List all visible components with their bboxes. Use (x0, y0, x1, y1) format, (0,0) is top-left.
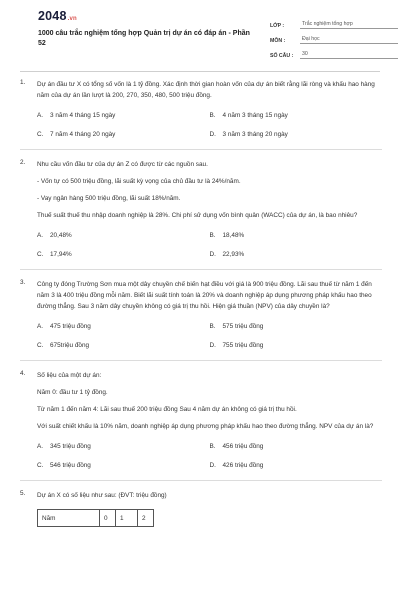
answer-option-b[interactable] (210, 112, 383, 120)
question-divider (20, 480, 382, 481)
answer-option-b[interactable] (210, 443, 383, 451)
option-text: 456 triệu đồng (222, 443, 264, 450)
meta-label: SỐ CÂU : (270, 53, 294, 59)
table-row (38, 510, 154, 527)
meta-row-subject (270, 29, 398, 44)
question-text: Dự án X có số liệu như sau: (ĐVT: triệu đồng) (37, 492, 167, 499)
meta-label: LỚP : (270, 23, 285, 29)
answer-options (37, 323, 382, 350)
table-cell: 0 (100, 510, 116, 527)
option-text: 20,48% (50, 232, 72, 239)
meta-value: Đại học (300, 36, 398, 44)
option-letter: C. (37, 462, 44, 469)
option-text: 18,48% (222, 232, 245, 239)
option-letter: A. (37, 232, 44, 239)
option-letter: C. (37, 251, 44, 258)
question-number: 5. (20, 490, 26, 497)
option-letter: D. (209, 251, 216, 258)
question-number: 2. (20, 159, 26, 166)
question-1 (20, 79, 382, 150)
data-table (37, 509, 154, 527)
option-letter: C. (37, 131, 44, 138)
answer-options (37, 112, 382, 139)
option-letter: D. (209, 131, 216, 138)
question-3 (20, 279, 382, 361)
answer-options (37, 443, 382, 470)
question-text: Nhu cầu vốn đầu tư của dự án Z có được từ các nguồn sau. (37, 161, 208, 168)
option-text: 475 triệu đồng (50, 323, 91, 330)
option-letter: A. (37, 112, 44, 119)
answer-option-d[interactable] (210, 131, 383, 139)
question-number: 4. (20, 370, 26, 377)
document-header (18, 0, 382, 62)
option-text: 17,94% (50, 251, 72, 258)
answer-option-a[interactable] (37, 112, 210, 120)
site-logo[interactable] (38, 9, 77, 23)
question-number: 1. (20, 79, 26, 86)
option-text: 755 triệu đồng (222, 342, 264, 349)
option-letter: A. (37, 443, 44, 450)
option-letter: B. (209, 323, 216, 330)
option-text: 3 năm 4 tháng 15 ngày (50, 112, 116, 119)
question-divider (20, 149, 382, 150)
answer-option-b[interactable] (210, 232, 383, 240)
answer-options (37, 232, 382, 259)
answer-option-c[interactable] (37, 131, 210, 139)
logo-text: 2048 (38, 9, 67, 23)
option-text: 3 năm 3 tháng 20 ngày (222, 131, 288, 138)
answer-option-a[interactable] (37, 443, 210, 451)
question-detail-line: - Vốn tự có 500 triệu đồng, lãi suất kỳ vọng của chủ đầu tư là 24%/năm. (37, 178, 241, 185)
option-letter: B. (209, 443, 216, 450)
option-letter: D. (209, 342, 216, 349)
option-text: 345 triệu đồng (50, 443, 91, 450)
option-letter: C. (37, 342, 44, 349)
logo-tld: .vn (67, 16, 77, 22)
option-text: 426 triệu đồng (222, 462, 264, 469)
answer-option-a[interactable] (37, 323, 210, 331)
option-letter: A. (37, 323, 44, 330)
table-cell: 1 (116, 510, 138, 527)
question-detail-line: Với suất chiết khấu là 10% năm, doanh nghiệp áp dụng phương pháp khấu hao theo đường thẳng. NPV của dự án là? (37, 423, 374, 430)
question-detail-line: Thuế suất thuế thu nhập doanh nghiệp là 28%. Chi phí sử dụng vốn bình quân (WACC) của dự án, là bao nhiêu? (37, 212, 358, 219)
option-text: 675triệu đồng (50, 342, 90, 349)
question-detail-line: Từ năm 1 đến năm 4: Lãi sau thuế 200 triệu đồng Sau 4 năm dự án không có giá trị thu hồi. (37, 406, 297, 413)
question-detail-line: Năm 0: đầu tư 1 tỷ đồng. (37, 389, 108, 396)
question-divider (20, 269, 382, 270)
meta-value: Trắc nghiệm tổng hợp (300, 21, 398, 29)
answer-option-c[interactable] (37, 342, 210, 350)
question-text: Số liệu của một dự án: (37, 372, 102, 379)
option-letter: D. (209, 462, 216, 469)
option-text: 22,93% (222, 251, 245, 258)
meta-label: MÔN : (270, 38, 286, 44)
question-2 (20, 159, 382, 270)
table-cell: Năm (38, 510, 100, 527)
option-text: 7 năm 4 tháng 20 ngày (50, 131, 116, 138)
question-text: Công ty đóng Trường Sơn mua một dây chuyền chế biến hạt điều với giá là 900 triệu đồng. Lãi sau thuế từ năm 1 đến năm 3 là 400 triệu đồng mỗi năm. Biết lãi suất tính toán là 20% và doanh nghiệp áp dụng phương pháp khấu hao theo đường thẳng. Sau 3 năm dây chuyền không có giá trị thu hồi. Hiện giá thuần (NPV) của dây chuyền là? (37, 281, 372, 310)
table-cell: 2 (138, 510, 154, 527)
answer-option-a[interactable] (37, 232, 210, 240)
option-letter: B. (209, 232, 216, 239)
header-divider (20, 71, 380, 72)
question-list (20, 79, 382, 527)
option-letter: B. (209, 112, 216, 119)
question-5 (20, 490, 382, 527)
option-text: 546 triệu đồng (50, 462, 91, 469)
option-text: 575 triệu đồng (222, 323, 264, 330)
answer-option-c[interactable] (37, 251, 210, 259)
answer-option-d[interactable] (210, 251, 383, 259)
answer-option-d[interactable] (210, 342, 383, 350)
option-text: 4 năm 3 tháng 15 ngày (222, 112, 288, 119)
answer-option-c[interactable] (37, 462, 210, 470)
meta-row-count (270, 44, 398, 59)
question-4 (20, 370, 382, 481)
question-detail-line: - Vay ngân hàng 500 triệu đồng, lãi suất 18%/năm. (37, 195, 181, 202)
meta-value: 30 (300, 51, 398, 59)
answer-option-b[interactable] (210, 323, 383, 331)
answer-option-d[interactable] (210, 462, 383, 470)
document-meta (270, 14, 398, 59)
question-text: Dự án đầu tư X có tổng số vốn là 1 tỷ đồng. Xác định thời gian hoàn vốn của dự án biết rằng lãi ròng và khấu hao hàng năm của dự án lần lượt là 200, 270, 350, 480, 500 triệu đồng. (37, 81, 375, 99)
question-divider (20, 360, 382, 361)
meta-row-class (270, 14, 398, 29)
document-title: 1000 câu trắc nghiệm tổng hợp Quản trị dự án có đáp án - Phần 52 (38, 30, 250, 47)
question-number: 3. (20, 279, 26, 286)
